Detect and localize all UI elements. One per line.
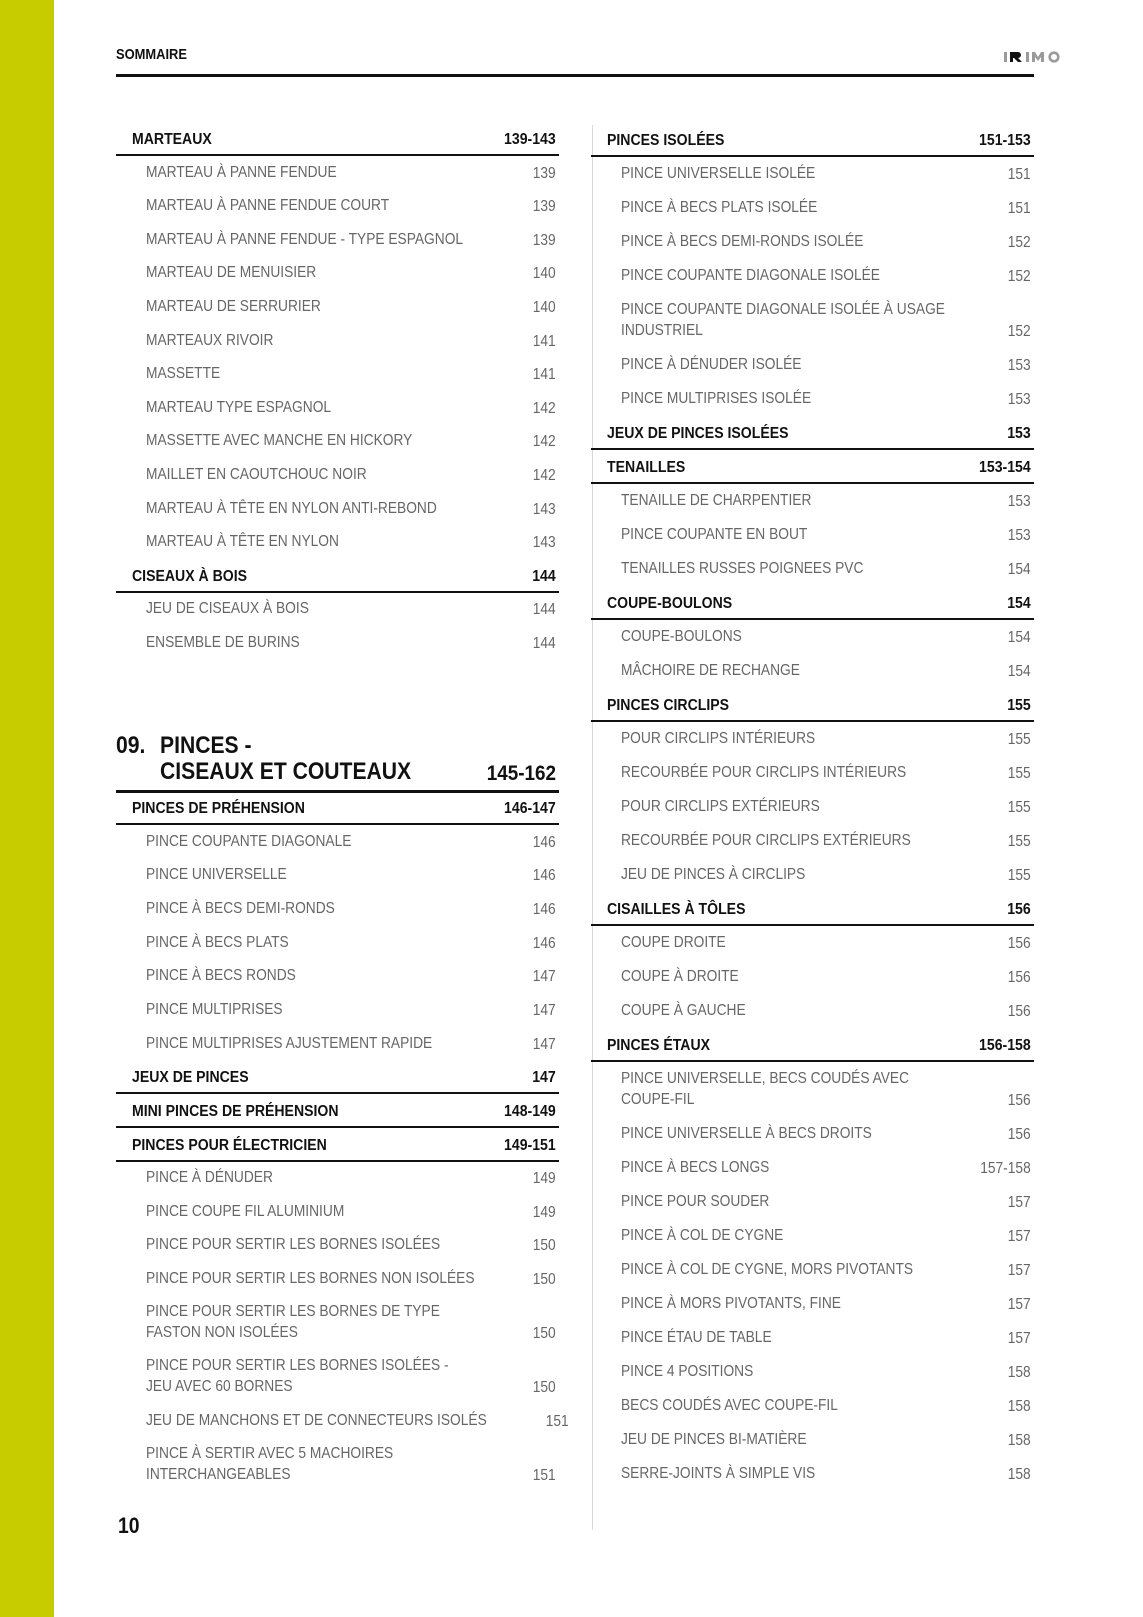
item-label: PINCE 4 POSITIONS [621, 1363, 754, 1380]
toc-item[interactable] [116, 1407, 569, 1431]
toc-category[interactable] [591, 589, 1034, 613]
item-label: MARTEAU À TÊTE EN NYLON [146, 533, 339, 551]
toc-category[interactable] [591, 1031, 1034, 1055]
item-pages: 151 [1008, 200, 1031, 217]
toc-item[interactable] [591, 1154, 1034, 1178]
item-label: POUR CIRCLIPS INTÉRIEURS [621, 730, 816, 747]
toc-category[interactable] [591, 453, 1034, 477]
toc-category[interactable] [591, 419, 1034, 443]
toc-item[interactable] [591, 385, 1034, 409]
category-label: PINCES ISOLÉES [607, 132, 725, 149]
toc-item[interactable] [116, 495, 559, 519]
category-rule [591, 482, 1034, 484]
toc-item[interactable] [116, 427, 559, 451]
item-label: PINCE À COL DE CYGNE, MORS PIVOTANTS [621, 1261, 914, 1278]
toc-item[interactable] [591, 487, 1034, 511]
toc-item[interactable] [591, 963, 1034, 987]
toc-item[interactable] [116, 595, 559, 619]
category-label: PINCES DE PRÉHENSION [132, 800, 305, 817]
toc-item[interactable] [591, 297, 1034, 341]
item-label: JEU DE PINCES À CIRCLIPS [621, 866, 806, 883]
item-label: MARTEAU DE SERRURIER [146, 298, 321, 315]
item-pages: 157 [1008, 1194, 1031, 1211]
item-pages: 139 [533, 164, 556, 182]
item-label: MARTEAUX RIVOIR [146, 331, 274, 349]
item-pages: 158 [1008, 1466, 1031, 1483]
toc-item[interactable] [591, 997, 1034, 1021]
item-pages: 147 [533, 1035, 556, 1053]
category-label: CISAILLES À TÔLES [607, 901, 746, 918]
item-label: ENSEMBLE DE BURINS [146, 634, 300, 651]
item-label: PINCE COUPANTE DIAGONALE ISOLÉE À USAGE INDUSTRIEL [621, 301, 945, 339]
toc-item[interactable] [116, 929, 559, 953]
item-pages: 146 [533, 867, 556, 885]
item-pages: 150 [533, 1379, 556, 1397]
item-pages: 144 [533, 601, 556, 619]
toc-item[interactable] [591, 1290, 1034, 1314]
toc-item[interactable] [116, 1441, 559, 1485]
toc-item[interactable] [116, 861, 559, 885]
toc-item[interactable] [116, 895, 559, 919]
irimo-logo [1004, 49, 1068, 65]
item-pages: 156 [1008, 1003, 1031, 1020]
item-label: POUR CIRCLIPS EXTÉRIEURS [621, 798, 820, 815]
item-label: PINCE MULTIPRISES AJUSTEMENT RAPIDE [146, 1034, 433, 1052]
item-pages: 153 [1008, 357, 1031, 374]
item-pages: 147 [533, 968, 556, 986]
item-pages: 140 [533, 299, 556, 316]
item-pages: 153 [1008, 527, 1031, 544]
item-pages: 150 [533, 1237, 556, 1255]
item-label: PINCE ÉTAU DE TABLE [621, 1329, 772, 1346]
toc-item[interactable] [116, 996, 559, 1020]
item-pages: 146 [533, 900, 556, 918]
item-pages: 158 [1008, 1398, 1031, 1415]
item-pages: 141 [533, 332, 556, 350]
item-label: TENAILLES RUSSES POIGNEES PVC [621, 560, 864, 577]
category-label: JEUX DE PINCES ISOLÉES [607, 425, 789, 442]
item-label: COUPE À DROITE [621, 968, 739, 985]
toc-item[interactable] [591, 1256, 1034, 1280]
item-pages: 151 [533, 1466, 556, 1484]
toc-item[interactable] [591, 657, 1034, 681]
item-label: PINCE POUR SERTIR LES BORNES NON ISOLÉES [146, 1270, 475, 1288]
category-rule [116, 1126, 559, 1128]
category-rule [116, 823, 559, 825]
item-pages: 152 [1008, 323, 1031, 340]
item-label: PINCE UNIVERSELLE À BECS DROITS [621, 1125, 872, 1142]
item-label: PINCE POUR SERTIR LES BORNES DE TYPE FASTON NON ISOLÉES [146, 1303, 440, 1342]
toc-item[interactable] [591, 1066, 1034, 1110]
toc-category[interactable] [591, 691, 1034, 715]
toc-item[interactable] [116, 226, 559, 250]
toc-item[interactable] [591, 262, 1034, 286]
item-pages: 155 [1008, 833, 1031, 850]
item-pages: 156 [1008, 1126, 1031, 1143]
toc-item[interactable] [116, 1265, 559, 1289]
toc-item[interactable] [116, 1353, 559, 1397]
item-pages: 149 [533, 1203, 556, 1221]
category-label: MARTEAUX [132, 131, 212, 148]
toc-item[interactable] [116, 1299, 559, 1343]
item-pages: 157 [1008, 1296, 1031, 1313]
toc-item[interactable] [116, 1030, 559, 1054]
item-label: MARTEAU À TÊTE EN NYLON ANTI-REBOND [146, 499, 437, 517]
item-pages: 142 [533, 467, 556, 484]
item-label: MASSETTE [146, 365, 221, 383]
item-label: MARTEAU À PANNE FENDUE [146, 163, 337, 181]
item-pages: 157 [1008, 1228, 1031, 1245]
item-label: PINCE COUPE FIL ALUMINIUM [146, 1202, 345, 1220]
toc-item[interactable] [116, 327, 559, 351]
category-rule [591, 1060, 1034, 1062]
category-label: TENAILLES [607, 459, 686, 476]
toc-item[interactable] [591, 521, 1034, 545]
item-label: PINCE MULTIPRISES ISOLÉE [621, 390, 812, 407]
toc-item[interactable] [116, 962, 559, 986]
item-pages: 146 [533, 934, 556, 952]
category-pages: 148-149 [504, 1102, 556, 1120]
toc-category[interactable] [116, 1063, 559, 1087]
category-rule [116, 1160, 559, 1162]
item-label: MASSETTE AVEC MANCHE EN HICKORY [146, 432, 413, 450]
item-pages: 141 [533, 366, 556, 384]
category-rule [116, 154, 559, 156]
toc-item[interactable] [116, 192, 559, 216]
toc-item[interactable] [591, 1460, 1034, 1484]
toc-item[interactable] [591, 1120, 1034, 1144]
toc-item[interactable] [591, 623, 1034, 647]
item-pages: 152 [1008, 268, 1031, 285]
item-label: MARTEAU DE MENUISIER [146, 264, 317, 282]
toc-item[interactable] [591, 827, 1034, 851]
item-pages: 139 [533, 198, 556, 216]
toc-item[interactable] [591, 351, 1034, 375]
toc-item[interactable] [591, 1188, 1034, 1212]
item-label: COUPE À GAUCHE [621, 1002, 746, 1019]
accent-sidebar-bar [0, 0, 54, 1617]
item-pages: 155 [1008, 765, 1031, 782]
item-pages: 156 [1008, 969, 1031, 986]
item-label: PINCE POUR SERTIR LES BORNES ISOLÉES [146, 1236, 441, 1254]
item-label: JEU DE MANCHONS ET DE CONNECTEURS ISOLÉS [146, 1411, 487, 1429]
category-label: CISEAUX À BOIS [132, 567, 248, 585]
item-label: PINCE À BECS PLATS ISOLÉE [621, 199, 818, 216]
item-label: MAILLET EN CAOUTCHOUC NOIR [146, 466, 367, 483]
toc-item[interactable] [116, 360, 559, 384]
toc-item[interactable] [591, 861, 1034, 885]
item-pages: 157 [1008, 1330, 1031, 1347]
section-number: 09. [116, 732, 146, 759]
item-label: PINCE UNIVERSELLE, BECS COUDÉS AVEC COUPE-FIL [621, 1070, 910, 1108]
item-label: PINCE MULTIPRISES [146, 1000, 283, 1018]
item-pages: 155 [1008, 799, 1031, 816]
item-label: MARTEAU TYPE ESPAGNOL [146, 398, 332, 416]
category-pages: 156-158 [979, 1037, 1031, 1054]
item-pages: 156 [1008, 1092, 1031, 1109]
toc-category[interactable] [116, 1097, 559, 1121]
item-label: PINCE POUR SERTIR LES BORNES ISOLÉES - JEU AVEC 60 BORNES [146, 1357, 449, 1396]
item-pages: 154 [1008, 629, 1031, 646]
item-label: MARTEAU À PANNE FENDUE - TYPE ESPAGNOL [146, 230, 464, 248]
item-pages: 139 [533, 231, 556, 249]
category-pages: 154 [1007, 595, 1031, 612]
toc-item[interactable] [116, 828, 559, 852]
category-rule [591, 924, 1034, 926]
toc-category[interactable] [591, 895, 1034, 919]
category-pages: 139-143 [504, 131, 556, 148]
header-rule [116, 74, 1034, 77]
item-pages: 150 [533, 1325, 556, 1343]
item-label: PINCE À DÉNUDER [146, 1169, 273, 1187]
toc-item[interactable] [591, 793, 1034, 817]
toc-category[interactable] [116, 1131, 559, 1155]
item-label: COUPE-BOULONS [621, 628, 742, 645]
item-label: PINCE À SERTIR AVEC 5 MACHOIRES INTERCHANGEABLES [146, 1444, 394, 1483]
item-label: BECS COUDÉS AVEC COUPE-FIL [621, 1397, 838, 1414]
item-pages: 153 [1008, 391, 1031, 408]
item-pages: 158 [1008, 1364, 1031, 1381]
item-pages: 151 [1008, 166, 1031, 183]
page-title: SOMMAIRE [116, 46, 187, 63]
category-label: PINCES CIRCLIPS [607, 697, 730, 714]
item-pages: 154 [1008, 663, 1031, 680]
item-label: PINCE À DÉNUDER ISOLÉE [621, 356, 802, 373]
category-rule [116, 591, 559, 593]
item-pages: 155 [1008, 731, 1031, 748]
category-rule [591, 618, 1034, 620]
toc-item[interactable] [116, 1198, 559, 1222]
item-pages: 150 [533, 1271, 556, 1289]
toc-item[interactable] [591, 759, 1034, 783]
section-title-line1: PINCES - [160, 732, 252, 759]
item-label: PINCE À COL DE CYGNE [621, 1227, 784, 1244]
toc-item[interactable] [591, 725, 1034, 749]
toc-item[interactable] [591, 1358, 1034, 1382]
toc-item[interactable] [591, 194, 1034, 218]
item-label: MARTEAU À PANNE FENDUE COURT [146, 197, 390, 215]
item-label: PINCE POUR SOUDER [621, 1193, 770, 1210]
toc-item[interactable] [591, 228, 1034, 252]
category-pages: 146-147 [504, 800, 556, 817]
toc-item[interactable] [591, 1324, 1034, 1348]
item-label: PINCE COUPANTE DIAGONALE ISOLÉE [621, 267, 880, 284]
toc-item[interactable] [116, 1231, 559, 1255]
category-pages: 156 [1007, 901, 1031, 918]
item-label: PINCE À BECS RONDS [146, 967, 296, 985]
toc-item[interactable] [116, 528, 559, 552]
toc-item[interactable] [116, 394, 559, 418]
toc-category[interactable] [116, 562, 559, 586]
category-pages: 149-151 [504, 1136, 556, 1154]
toc-item[interactable] [116, 461, 559, 485]
toc-item[interactable] [116, 259, 559, 283]
item-label: MÂCHOIRE DE RECHANGE [621, 662, 800, 679]
category-label: PINCES ÉTAUX [607, 1037, 711, 1054]
item-pages: 144 [533, 635, 556, 652]
toc-item[interactable] [591, 160, 1034, 184]
item-pages: 155 [1008, 867, 1031, 884]
item-label: PINCE À MORS PIVOTANTS, FINE [621, 1295, 841, 1312]
item-label: PINCE COUPANTE DIAGONALE [146, 832, 352, 850]
toc-category[interactable] [591, 126, 1034, 150]
category-rule [591, 155, 1034, 157]
item-pages: 153 [1008, 493, 1031, 510]
section-heading [116, 732, 559, 792]
category-pages: 151-153 [979, 132, 1031, 149]
category-pages: 153-154 [979, 459, 1031, 476]
category-label: MINI PINCES DE PRÉHENSION [132, 1102, 339, 1120]
category-pages: 153 [1007, 425, 1031, 442]
item-pages: 147 [533, 1001, 556, 1019]
category-rule [591, 720, 1034, 722]
item-label: PINCE À BECS PLATS [146, 933, 289, 951]
toc-category[interactable] [116, 794, 559, 818]
toc-item[interactable] [116, 159, 559, 183]
item-label: SERRE-JOINTS À SIMPLE VIS [621, 1465, 816, 1482]
category-rule [116, 1092, 559, 1094]
toc-item[interactable] [116, 629, 559, 653]
item-pages: 152 [1008, 234, 1031, 251]
item-pages: 142 [533, 399, 556, 417]
category-label: PINCES POUR ÉLECTRICIEN [132, 1136, 327, 1154]
category-pages: 155 [1007, 697, 1031, 714]
item-pages: 140 [533, 265, 556, 283]
item-pages: 158 [1008, 1432, 1031, 1449]
item-label: JEU DE PINCES BI-MATIÈRE [621, 1431, 807, 1448]
category-pages: 147 [532, 1069, 556, 1087]
category-rule [591, 448, 1034, 450]
item-pages: 142 [533, 433, 556, 451]
item-label: COUPE DROITE [621, 934, 726, 951]
item-pages: 157 [1008, 1262, 1031, 1279]
item-label: PINCE À BECS DEMI-RONDS ISOLÉE [621, 233, 864, 250]
page-number: 10 [118, 1513, 140, 1538]
section-rule [116, 790, 559, 793]
item-label: PINCE UNIVERSELLE ISOLÉE [621, 165, 816, 182]
item-label: TENAILLE DE CHARPENTIER [621, 492, 812, 509]
category-pages: 144 [532, 567, 556, 585]
toc-item[interactable] [591, 1426, 1034, 1450]
item-pages: 157-158 [980, 1160, 1031, 1177]
toc-item[interactable] [116, 1164, 559, 1188]
toc-item[interactable] [591, 929, 1034, 953]
item-pages: 156 [1008, 935, 1031, 952]
item-label: PINCE UNIVERSELLE [146, 866, 287, 884]
toc-category[interactable] [116, 125, 559, 149]
toc-item[interactable] [591, 1392, 1034, 1416]
category-label: JEUX DE PINCES [132, 1069, 249, 1087]
item-pages: 143 [533, 500, 556, 518]
item-label: PINCE À BECS LONGS [621, 1159, 770, 1176]
section-pages[interactable]: 145-162 [486, 762, 556, 785]
toc-item[interactable] [116, 293, 559, 317]
item-pages: 154 [1008, 561, 1031, 578]
item-pages: 151 [545, 1412, 569, 1430]
toc-item[interactable] [591, 555, 1034, 579]
item-label: PINCE COUPANTE EN BOUT [621, 526, 808, 543]
item-pages: 146 [533, 833, 556, 851]
section-title-line2: CISEAUX ET COUTEAUX [160, 758, 412, 785]
item-pages: 149 [533, 1170, 556, 1188]
item-label: RECOURBÉE POUR CIRCLIPS EXTÉRIEURS [621, 832, 911, 849]
toc-item[interactable] [591, 1222, 1034, 1246]
item-label: PINCE À BECS DEMI-RONDS [146, 899, 335, 917]
category-label: COUPE-BOULONS [607, 595, 733, 612]
item-pages: 143 [533, 534, 556, 552]
item-label: RECOURBÉE POUR CIRCLIPS INTÉRIEURS [621, 764, 907, 781]
item-label: JEU DE CISEAUX À BOIS [146, 600, 309, 618]
